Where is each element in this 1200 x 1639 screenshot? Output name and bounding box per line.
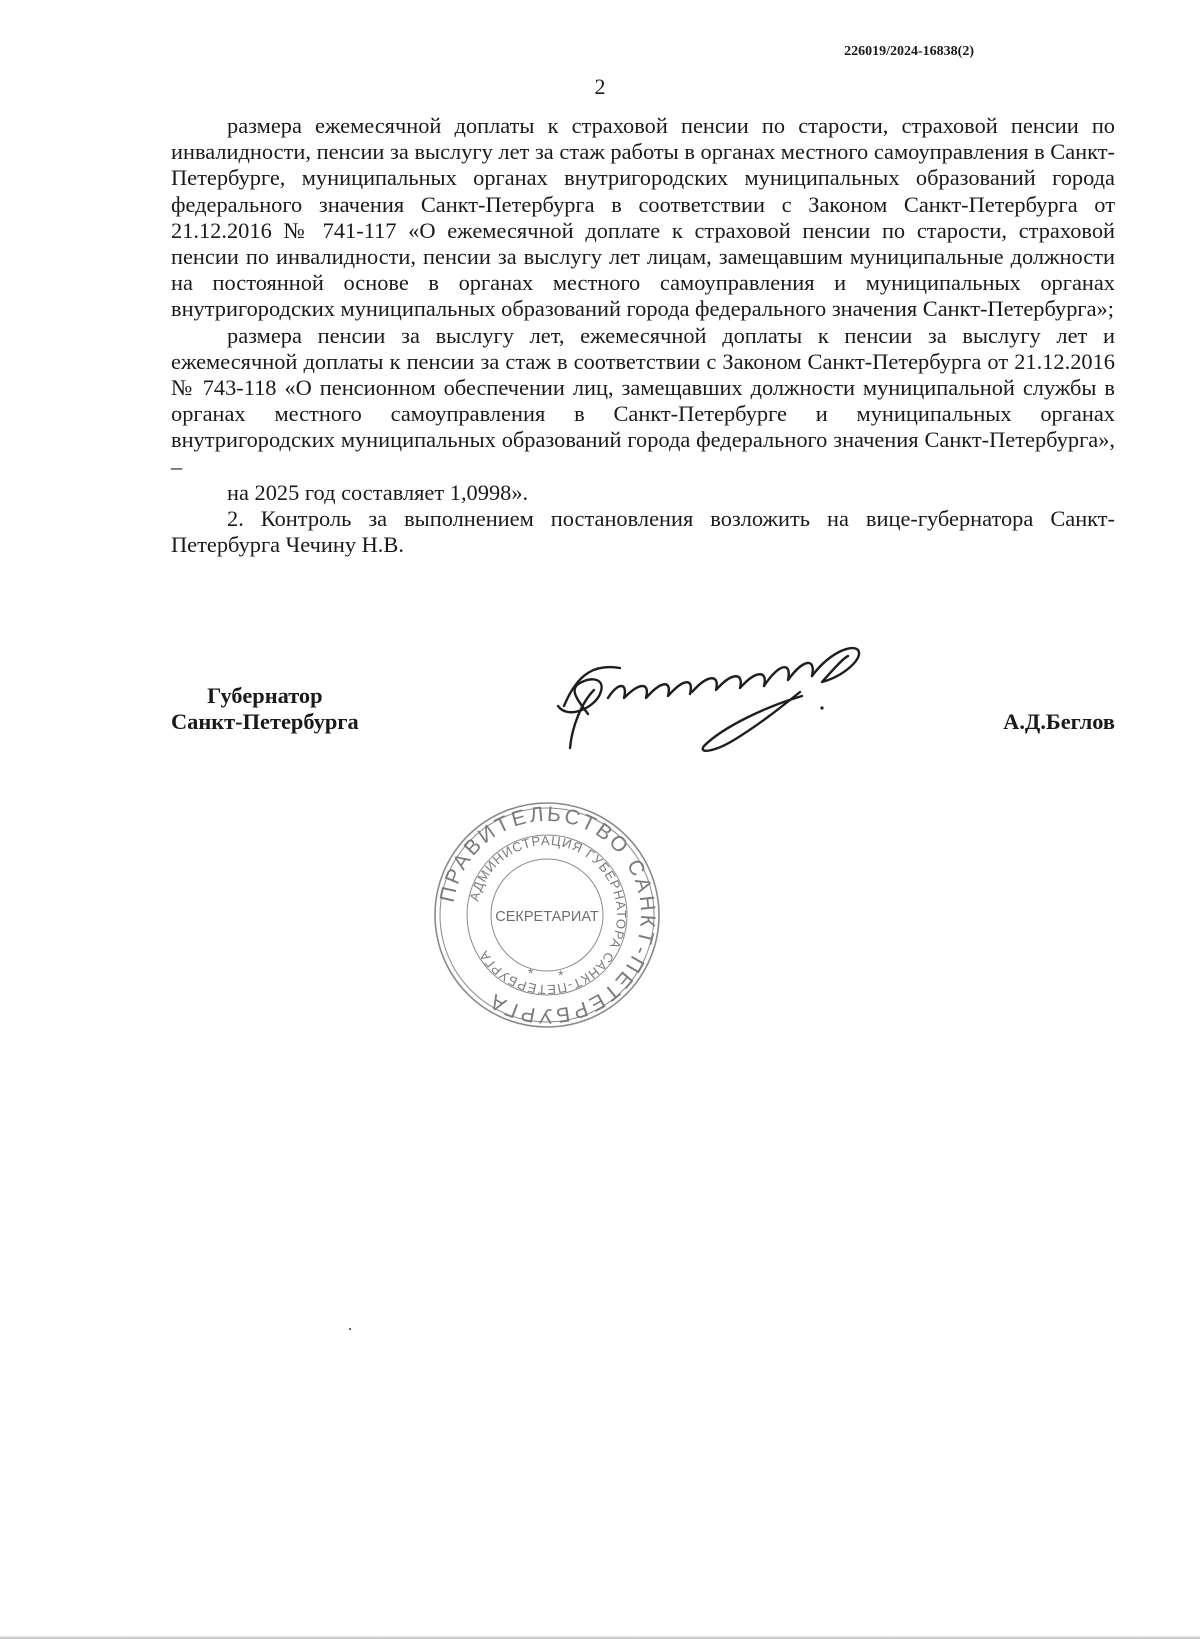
paragraph-control-clause: 2. Контроль за выполнением постановления возложить на вице-губернатора Санкт-Петербурга Чечину Н.В. [171,506,1115,558]
seal-inner-ring-text: АДМИНИСТРАЦИЯ ГУБЕРНАТОРА САНКТ-ПЕТЕРБУРГА [466,832,630,998]
scan-speck [349,1328,351,1330]
page-bottom-edge [0,1635,1200,1639]
signer-position-line2: Санкт-Петербурга [171,709,359,734]
official-seal [432,800,662,1030]
seal-star-icon: * [528,965,534,981]
seal-star-icon: * [558,967,564,983]
page-number: 2 [594,74,606,99]
seal-outer-ring-text: ПРАВИТЕЛЬСТВО САНКТ-ПЕТЕРБУРГА [435,802,660,1028]
paragraph-coefficient: на 2025 год составляет 1,0998». [227,479,529,505]
document-registration-number: 226019/2024-16838(2) [844,44,974,59]
document-body [171,113,1115,558]
signer-position [171,683,359,735]
paragraph-monthly-supplement: размера ежемесячной доплаты к страховой пенсии по старости, страховой пенсии по инвалидности, пенсии за выслугу лет за стаж работы в органах местного самоуправления в Санкт-Петербурге, муниципальных органах внутригородских муниципальных образований города федерального значения Санкт-Петербурга в соответствии с Законом Санкт-Петербурга от 21.12.2016 № 741-117 «О ежемесячной доплате к страховой пенсии по старости, страховой пенсии по инвалидности, пенсии за выслугу лет лицам, замещавшим муниципальные должности на постоянной основе в органах местного самоуправления и муниципальных органах внутригородских муниципальных образований города федерального значения Санкт-Петербурга»; [171,113,1115,322]
signer-position-line1: Губернатор [207,683,323,708]
paragraph-long-service-pension: размера пенсии за выслугу лет, ежемесячной доплаты к пенсии за выслугу лет и ежемесячной доплаты к пенсии за стаж в соответствии с Законом Санкт-Петербурга от 21.12.2016 № 743-118 «О пенсионном обеспечении лиц, замещавших должности муниципальной службы в органах местного самоуправления в Санкт-Петербурге и муниципальных органах внутригородских муниципальных образований города федерального значения Санкт-Петербурга», – [171,322,1115,479]
handwritten-signature [548,636,908,756]
signer-name: А.Д.Беглов [1003,709,1115,734]
seal-center-text: СЕКРЕТАРИАТ [495,909,599,925]
